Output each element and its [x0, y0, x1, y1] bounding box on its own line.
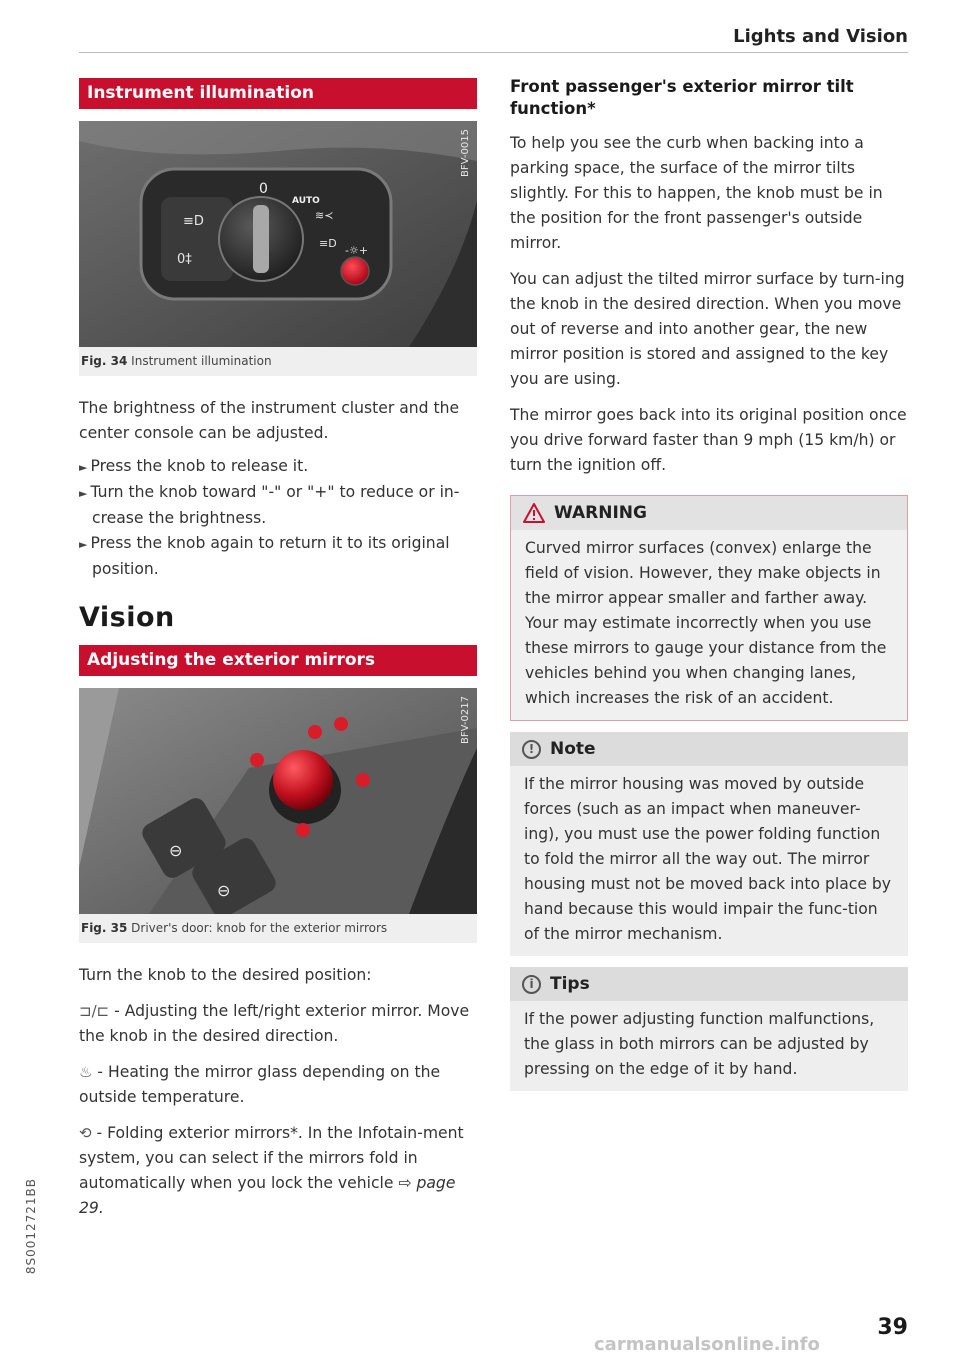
page-number: 39	[877, 1315, 908, 1340]
header-divider	[79, 52, 908, 53]
svg-text:-☼+: -☼+	[345, 244, 369, 257]
note-body	[510, 766, 908, 956]
vision-title: Vision	[79, 602, 175, 633]
mirror-function-item: ⟲ - Folding exterior mirrors*. In the Infotain-ment system, you can select if the mirrors fold in automatically when you lock the vehicle ⇨ page 29.	[79, 1124, 464, 1217]
tilt-paragraph-3: The mirror goes back into its original position once you drive forward faster than 9 mph (15 km/h) or turn the ignition off.	[510, 406, 907, 474]
tilt-paragraph-2: You can adjust the tilted mirror surface by turn-ing the knob in the desired direction. When you move out of reverse and into another gear, the new mirror position is stored and assigned to the key you are using.	[510, 270, 905, 388]
note-title: Note	[550, 739, 596, 759]
mirror-function-item: ♨ - Heating the mirror glass depending on the outside temperature.	[79, 1063, 441, 1106]
light-switch-image	[79, 121, 477, 347]
left-column	[79, 78, 477, 1221]
warning-triangle-icon	[523, 503, 545, 523]
bullet-icon: ►	[79, 538, 88, 551]
figure-code: BFV-0015	[460, 129, 471, 177]
figure-caption	[79, 347, 477, 372]
figure-caption	[79, 914, 477, 939]
mirror-knob-illustration	[79, 688, 477, 914]
page-reference-link[interactable]: ⇨ page 29.	[79, 1174, 456, 1217]
svg-text:≡D: ≡D	[319, 237, 337, 250]
info-circle-icon: i	[522, 975, 541, 994]
tilt-paragraph-1: To help you see the curb when backing into a parking space, the surface of the mirror tilts slightly. For this to happen, the knob must be in the position for the front passenger's outside mirror.	[510, 134, 883, 252]
tips-box	[510, 967, 908, 1091]
warning-box	[510, 495, 908, 721]
tips-body	[510, 1001, 908, 1091]
figure-35	[79, 688, 477, 943]
running-header: Lights and Vision	[733, 26, 908, 47]
instrument-steps	[79, 454, 477, 582]
watermark: carmanualsonline.info	[594, 1334, 820, 1355]
instrument-heading: Instrument illumination	[79, 78, 477, 109]
warning-text: Curved mirror surfaces (convex) enlarge the field of vision. However, they make objects in the mirror appear smaller and farther away. Your may estimate incorrectly when you use these mirrors to gauge your distance from the vehicles behind you when changing lanes, which increases the risk of an accident.	[525, 539, 887, 707]
right-column	[510, 76, 908, 1091]
left-right-mirror-icon: ⊐/⊏	[79, 1002, 110, 1020]
list-item: ► Press the knob to release it.	[79, 457, 309, 475]
figure-34	[79, 121, 477, 376]
tilt-heading: Front passenger's exterior mirror tilt function*	[510, 77, 854, 118]
folding-mirror-icon: ⟲	[79, 1124, 92, 1142]
figure-label: Fig. 34	[81, 354, 128, 368]
svg-text:≡D: ≡D	[183, 214, 204, 229]
instrument-intro: The brightness of the instrument cluster and the center console can be adjusted.	[79, 399, 460, 442]
mirror-heating-icon: ♨	[79, 1063, 93, 1081]
svg-text:≋≺: ≋≺	[315, 209, 334, 222]
note-box	[510, 732, 908, 956]
figure-caption-text: Driver's door: knob for the exterior mirrors	[131, 921, 388, 935]
tips-text: If the power adjusting function malfunctions, the glass in both mirrors can be adjusted by pressing on the edge of it by hand.	[524, 1010, 875, 1078]
switch-zero-label: 0	[259, 181, 268, 197]
warning-body	[511, 530, 907, 720]
mirror-knob-image	[79, 688, 477, 914]
tips-title: Tips	[550, 974, 590, 994]
list-item: ► Press the knob again to return it to its original position.	[79, 534, 450, 578]
figure-code: BFV-0217	[460, 696, 471, 744]
exclamation-circle-icon: !	[522, 740, 541, 759]
note-text: If the mirror housing was moved by outside forces (such as an impact when maneuver-ing), you must use the power folding function to fold the mirror all the way out. The mirror housing must not be moved back into place by hand because this would impair the func-tion of the mirror mechanism.	[524, 775, 892, 943]
light-switch-illustration	[79, 121, 477, 347]
document-code: 8S0012721BB	[24, 1178, 38, 1275]
mirrors-heading: Adjusting the exterior mirrors	[79, 645, 477, 676]
figure-caption-text: Instrument illumination	[131, 354, 272, 368]
svg-text:⊖: ⊖	[169, 841, 183, 860]
warning-header	[511, 496, 907, 530]
figure-label: Fig. 35	[81, 921, 128, 935]
mirror-function-item: ⊐/⊏ - Adjusting the left/right exterior mirror. Move the knob in the desired direction.	[79, 1002, 470, 1045]
bullet-icon: ►	[79, 487, 88, 500]
svg-text:⊖: ⊖	[217, 881, 231, 900]
tips-header	[510, 967, 908, 1001]
warning-title: WARNING	[554, 503, 647, 523]
switch-auto-label: AUTO	[292, 196, 320, 206]
mirrors-intro: Turn the knob to the desired position:	[79, 966, 372, 984]
note-header	[510, 732, 908, 766]
list-item: ► Turn the knob toward "-" or "+" to reduce or in-crease the brightness.	[79, 483, 460, 527]
svg-text:0‡: 0‡	[177, 252, 192, 267]
bullet-icon: ►	[79, 461, 88, 474]
